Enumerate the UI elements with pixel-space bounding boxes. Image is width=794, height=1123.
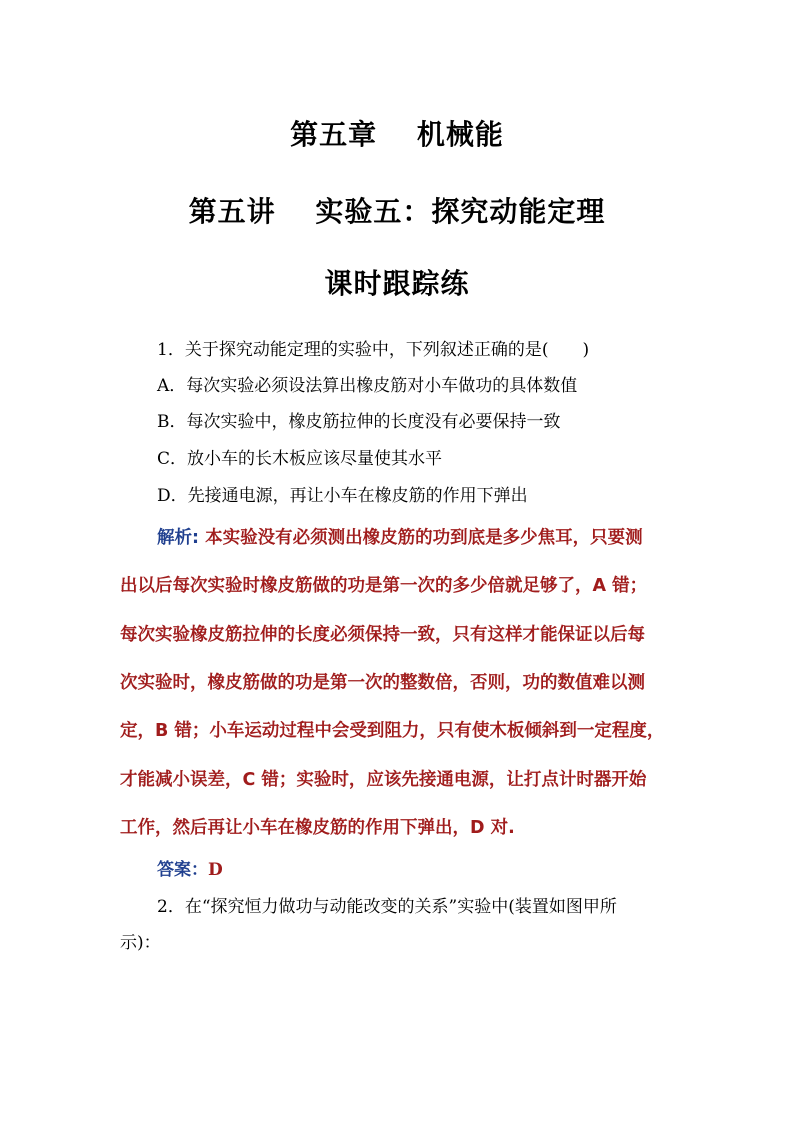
analysis-line-7: 工作，然后再让小车在橡皮筋的作用下弹出，D 对. xyxy=(120,818,515,838)
question-1-option-c: C．放小车的长木板应该尽量使其水平 xyxy=(157,449,443,469)
answer-label: 答案： xyxy=(157,860,208,880)
question-1-option-a: A．每次实验必须设法算出橡皮筋对小车做功的具体数值 xyxy=(157,376,578,396)
chapter-title: 第五章 机械能 xyxy=(290,118,504,151)
analysis-line-2: 出以后每次实验时橡皮筋做的功是第一次的多少倍就足够了，A 错； xyxy=(120,576,648,596)
question-1-option-d: D．先接通电源，再让小车在橡皮筋的作用下弹出 xyxy=(157,486,528,506)
analysis-line-3: 每次实验橡皮筋拉伸的长度必须保持一致，只有这样才能保证以后每 xyxy=(120,625,645,645)
analysis-line-5: 定，B 错；小车运动过程中会受到阻力，只有使木板倾斜到一定程度， xyxy=(120,721,665,741)
analysis-line-1 xyxy=(157,526,643,550)
question-2-stem-line-2: 示)： xyxy=(120,933,161,953)
lecture-title: 第五讲 实验五：探究动能定理 xyxy=(188,195,606,228)
question-1-stem: 1．关于探究动能定理的实验中，下列叙述正确的是( ) xyxy=(157,340,590,360)
analysis-line-6: 才能减小误差，C 错；实验时，应该先接通电源，让打点计时器开始 xyxy=(120,770,647,790)
question-1-option-b: B．每次实验中，橡皮筋拉伸的长度没有必要保持一致 xyxy=(157,412,561,432)
answer-line xyxy=(157,858,223,882)
analysis-text: 本实验没有必须测出橡皮筋的功到底是多少焦耳，只要测 xyxy=(199,528,643,548)
section-subtitle: 课时跟踪练 xyxy=(324,267,470,300)
analysis-line-4: 次实验时，橡皮筋做的功是第一次的整数倍，否则，功的数值难以测 xyxy=(120,673,645,693)
answer-value: D xyxy=(208,860,223,880)
analysis-label: 解析: xyxy=(157,528,199,548)
question-2-stem-line-1: 2．在“探究恒力做功与动能改变的关系”实验中(装置如图甲所 xyxy=(157,897,617,917)
